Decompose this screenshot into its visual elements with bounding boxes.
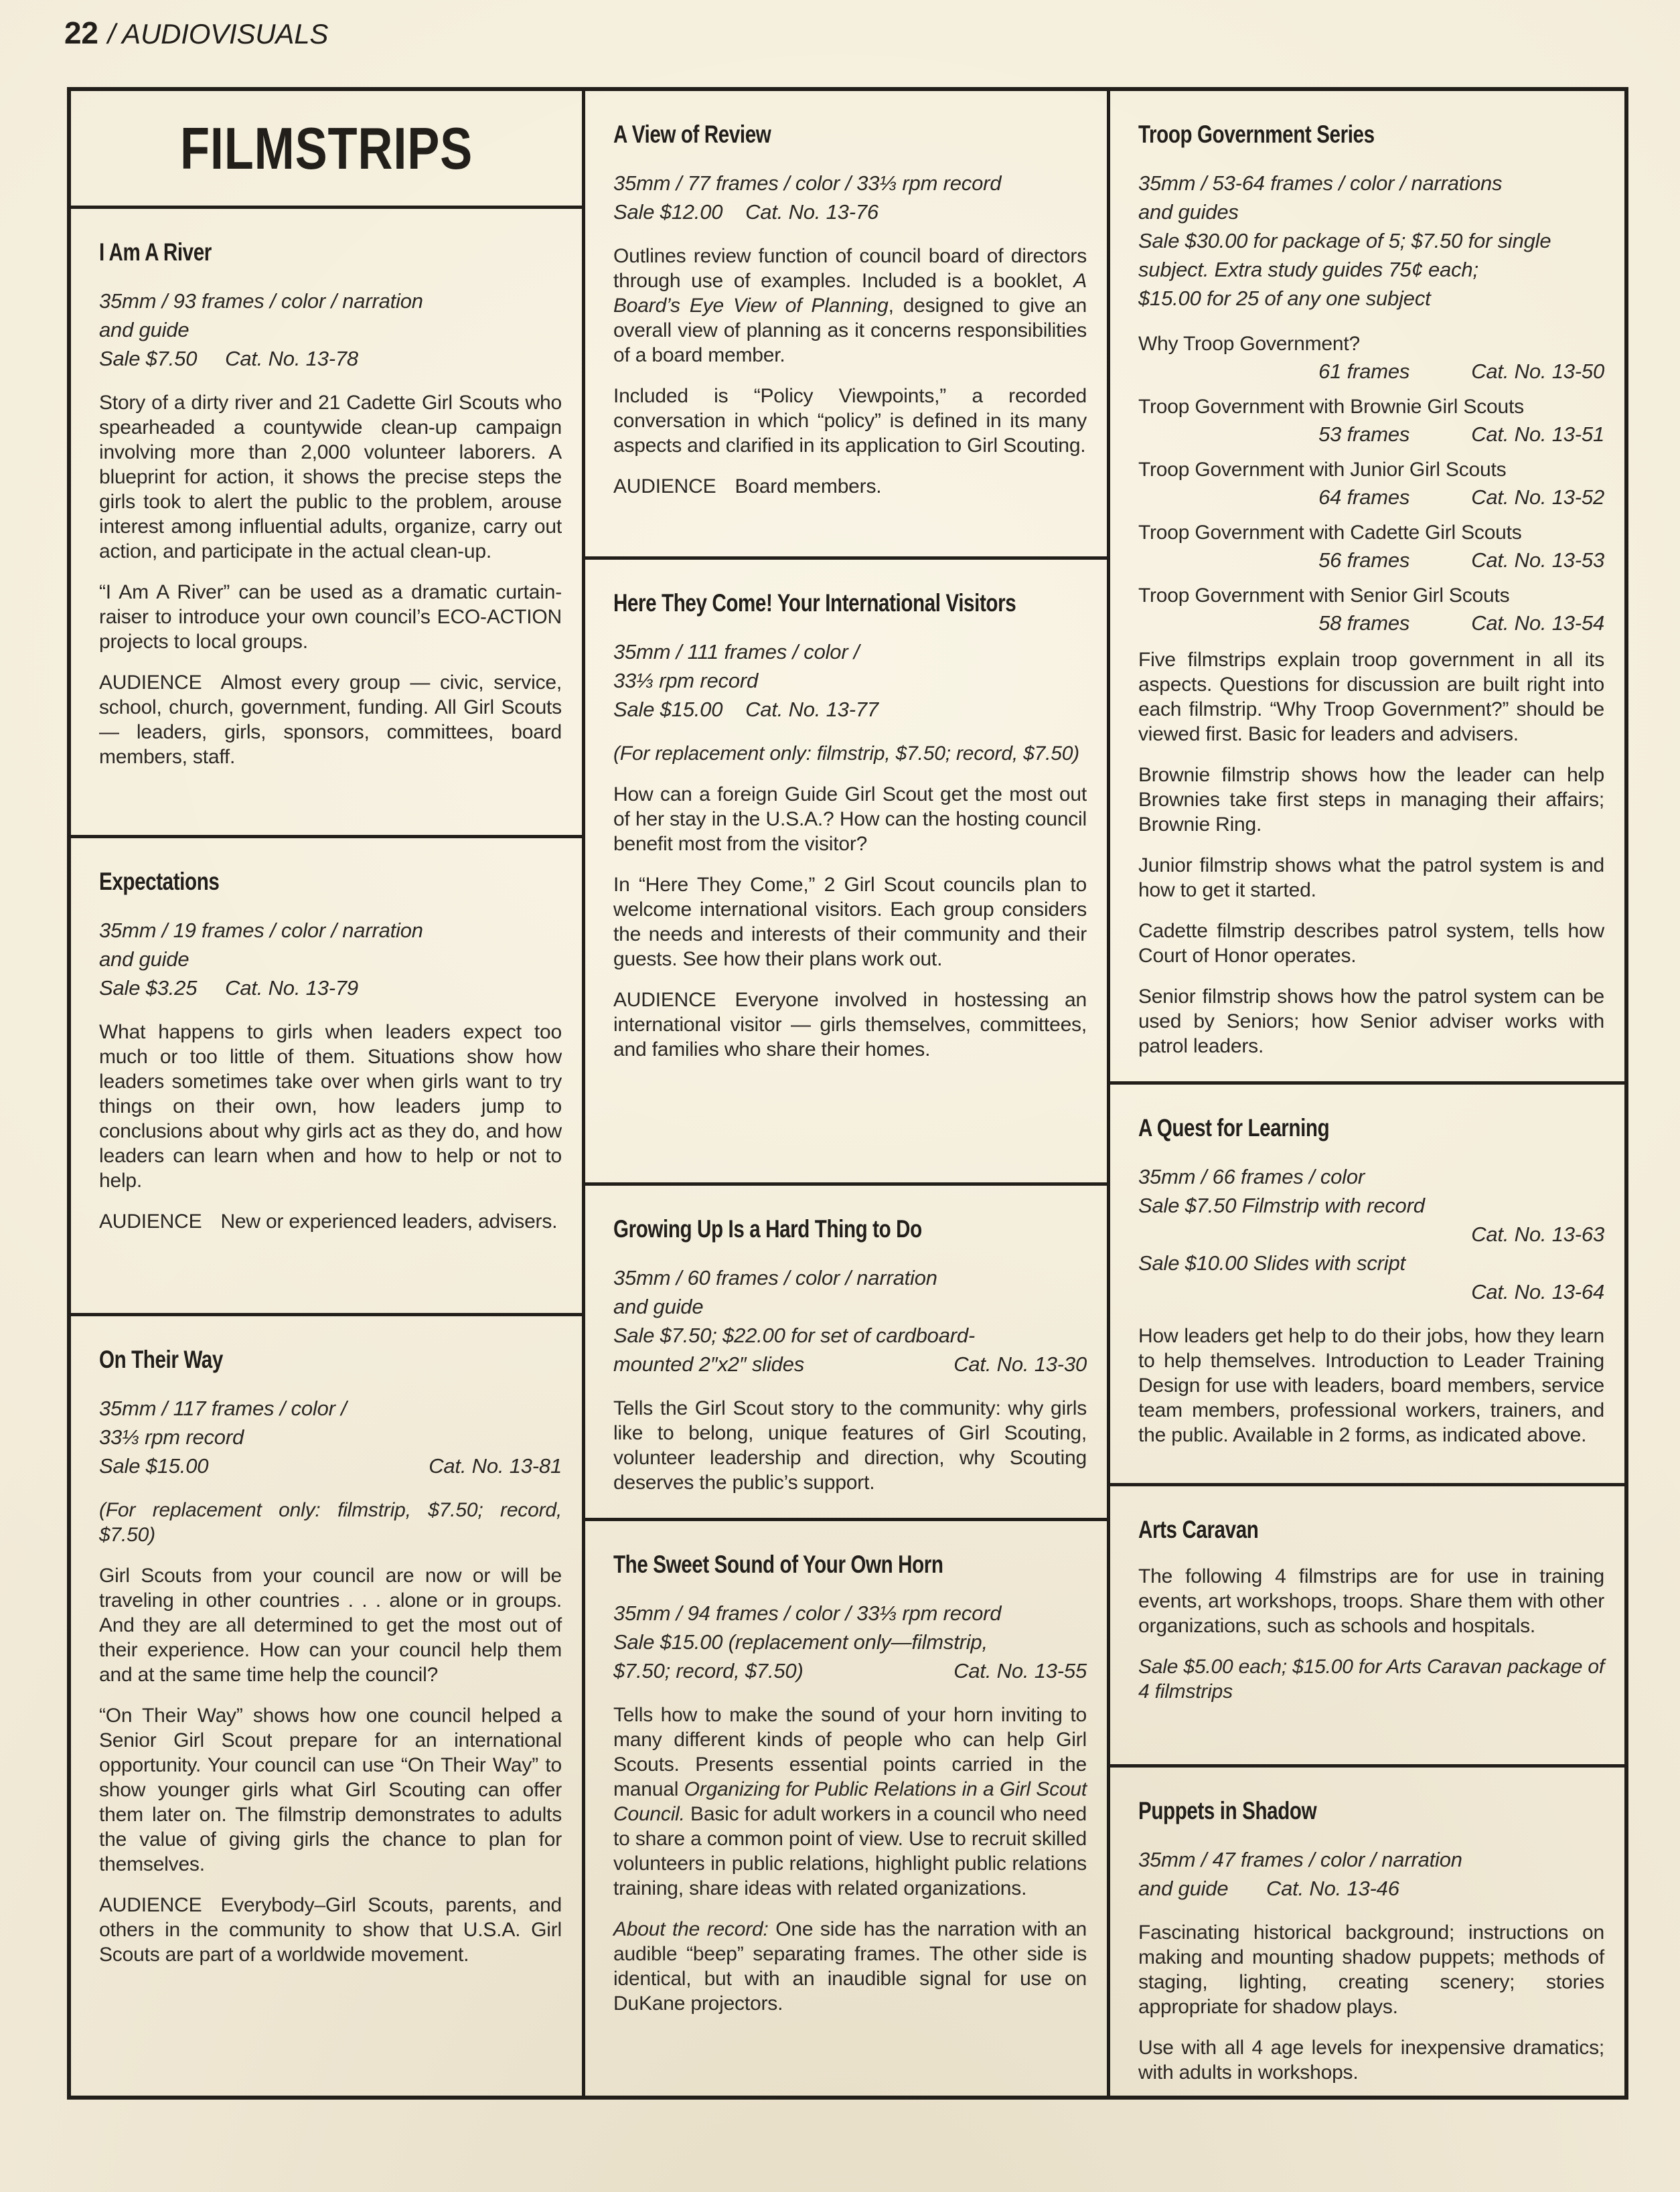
spec-text: and guide [613,1295,704,1318]
section-title: On Their Way [99,1346,223,1373]
paragraph [1138,1654,1604,1704]
text-run: New or experienced leaders, advisers. [220,1210,558,1233]
text-run: Five filmstrips explain troop government in all its aspects. Questions for discussion are built right into each filmstrip. “Why Troop Government?” should be viewed first. Basic for leaders and advisers. [1138,649,1604,745]
text-run: “On Their Way” shows how one council helped a Senior Girl Scout prepare for an international opportunity. Your council can use “On Their Way” to show younger girls what Girl Scouting can offer them later on. The filmstrip demonstrates to adults the value of giving girls the chance to plan for themselves. [99,1705,562,1875]
text-run: What happens to girls when leaders expect too much or too little of them. Situations show how leaders sometimes take over when girls want to try things on their own, how leaders jump to conclusions about why girls act as they do, and how leaders can learn when and how to help or not to help. [99,1021,562,1192]
spec-block [613,169,1087,226]
paragraph [1138,647,1604,747]
series-item-title: Troop Government with Cadette Girl Scouts [1138,522,1522,544]
spec-line [613,1599,1087,1628]
spec-block [1138,1845,1604,1903]
column-middle [585,91,1110,2096]
spec-line [99,287,562,315]
audience-label: AUDIENCE [613,989,716,1011]
section-title: Arts Caravan [1138,1516,1259,1543]
section-title: A Quest for Learning [1138,1114,1330,1142]
series-item-specs [1138,546,1604,574]
text-run: Brownie filmstrip shows how the leader can help Brownies take first steps in managing their affairs; Brownie Ring. [1138,764,1604,836]
spec-text: $7.50; record, $7.50) [613,1659,804,1682]
series-item-title: Troop Government with Brownie Girl Scouts [1138,396,1524,418]
paragraph [1138,919,1604,968]
text-run: Girl Scouts from your council are now or will be traveling in other countries . . . alone or in groups. And they are all determined to get the most out of their experience. How can your council help them and at the same time help the council? [99,1565,562,1686]
spec-line [1138,1249,1604,1277]
section-title: Puppets in Shadow [1138,1797,1317,1824]
spec-text: 35mm / 60 frames / color / narration [613,1266,937,1289]
audience-label: AUDIENCE [99,672,202,694]
catalog-section [585,560,1107,1186]
spec-line [99,916,562,945]
spec-line [1138,1845,1604,1874]
spec-line [1138,255,1604,284]
frame-count: 53 frames [1318,422,1410,446]
spec-block [613,1263,1087,1379]
spec-text: Sale $10.00 Slides with script [1138,1251,1405,1275]
spec-text: subject. Extra study guides 75¢ each; [1138,258,1478,281]
spec-block [99,916,562,1002]
paragraph [613,474,1087,499]
spec-text: and guide [99,318,189,341]
page-header [64,15,328,51]
frame-count: 61 frames [1318,360,1410,383]
paragraph [99,1893,562,1967]
spec-line [613,1263,1087,1292]
spec-line [99,315,562,344]
paragraph [1138,1920,1604,2019]
text-run: Basic for adult workers in a council who need to share a common point of view. Use to recruit skilled volunteers in public relations, highlight public relations training, share ideas with related organizations. [613,1803,1087,1899]
catalog-section [585,1186,1107,1521]
paragraph [613,244,1087,368]
text-run: Senior filmstrip shows how the patrol system can be used by Seniors; how Senior adviser works with patrol leaders. [1138,986,1604,1057]
spec-text: Sale $7.50 Filmstrip with record [1138,1194,1425,1217]
spec-text: Sale $15.00 [613,698,723,721]
series-item-specs [1138,609,1604,637]
text-run: “I Am A River” can be used as a dramatic curtain-raiser to introduce your own council’s ECO-ACTION projects to local groups. [99,581,562,653]
spec-text: and guide [1138,1877,1229,1900]
spec-text: Sale $3.25 [99,976,198,1000]
spec-line [1138,284,1604,313]
paragraph [613,988,1087,1062]
audience-label: AUDIENCE [613,475,716,497]
spec-text: 35mm / 47 frames / color / narration [1138,1848,1462,1871]
text-run: One side has the narration with an audible “beep” separating frames. The other side is identical, but with an inaudible signal for use on DuKane projectors. [613,1918,1087,2015]
series-item-title: Why Troop Government? [1138,333,1360,355]
series-list [1138,330,1604,637]
text-run: Sale $5.00 each; $15.00 for Arts Caravan package of 4 filmstrips [1138,1656,1604,1703]
text-run: , designed to give an overall view of planning as it concerns responsibilities of a board member. [613,295,1087,366]
section-title: Expectations [99,868,220,895]
spec-line [613,637,1087,666]
spec-line [99,973,562,1002]
spec-text: 35mm / 53-64 frames / color / narrations [1138,171,1503,195]
paragraph [1138,763,1604,837]
column-left [71,91,585,2096]
spec-text: Sale $12.00 [613,200,723,224]
catalog-section [1110,1486,1624,1768]
section-title: Troop Government Series [1138,121,1375,148]
spec-text: Sale $7.50; $22.00 for set of cardboard- [613,1324,976,1347]
spec-line [613,1350,1087,1379]
text-run: Tells how to make the sound of your horn inviting to many different kinds of people who can help Girl Scouts. Presents essential points carried in the manual [613,1704,1087,1800]
spec-text: mounted 2″x2″ slides [613,1352,805,1376]
paragraph [99,580,562,654]
catalog-section [71,838,582,1316]
spec-text: and guide [99,947,189,971]
section-title: A View of Review [613,121,771,148]
text-run: Junior filmstrip shows what the patrol system is and how to get it started. [1138,854,1604,901]
catalog-ruled-box [67,87,1628,2100]
catalog-section [71,209,582,838]
text-run: A Board’s Eye View of Planning [613,270,1087,317]
catalog-number: Cat. No. 13-51 [1471,422,1604,446]
paragraph [1138,1324,1604,1447]
spec-text: Sale $30.00 for package of 5; $7.50 for single [1138,229,1551,252]
catalog-number: Cat. No. 13-81 [429,1454,562,1478]
section-title: I Am A River [99,238,212,266]
spec-text: 33⅓ rpm record [99,1425,244,1449]
series-item-specs [1138,420,1604,448]
spec-block [99,287,562,373]
series-item [1138,330,1604,385]
series-item-specs [1138,358,1604,385]
catalog-number: Cat. No. 13-63 [1471,1223,1604,1246]
spec-text: 35mm / 117 frames / color / [99,1397,347,1420]
spec-line [1138,1220,1604,1249]
catalog-number: Cat. No. 13-77 [745,698,879,721]
spec-line [613,695,1087,724]
text-run: Organizing for Public Relations in a Girl Scout Council. [613,1778,1087,1825]
filmstrips-title: FILMSTRIPS [179,114,473,181]
paragraph [613,1396,1087,1495]
filmstrips-banner [71,91,582,209]
paragraph [99,1209,562,1234]
spec-text: $15.00 for 25 of any one subject [1138,287,1431,310]
paragraph [1138,1564,1604,1638]
spec-line [613,169,1087,198]
series-item [1138,519,1604,574]
catalog-section [585,1521,1107,2096]
spec-text: 33⅓ rpm record [613,669,759,692]
catalog-number: Cat. No. 13-52 [1471,485,1604,509]
series-item-title: Troop Government with Junior Girl Scouts [1138,459,1507,481]
spec-line [1138,169,1604,198]
page-section-label: / AUDIOVISUALS [107,18,329,50]
text-run: The following 4 filmstrips are for use in training events, art workshops, troops. Share them with other organizations, such as schools and hospitals. [1138,1565,1604,1637]
paragraph [1138,853,1604,903]
catalog-number: Cat. No. 13-78 [225,347,358,370]
spec-text: 35mm / 77 frames / color / 33⅓ rpm record [613,171,1002,195]
spec-block [1138,1162,1604,1306]
frame-count: 64 frames [1318,485,1410,509]
paragraph [613,741,1087,766]
text-run: Everyone involved in hostessing an international visitor — girls themselves, committees, and families who share their homes. [613,989,1087,1061]
paragraph [613,782,1087,856]
catalog-section [1110,1085,1624,1486]
text-run: Outlines review function of council board of directors through use of examples. Included is a booklet, [613,245,1087,292]
catalog-section [1110,1768,1624,2096]
paragraph [99,1563,562,1687]
spec-block [613,637,1087,724]
section-title: Here They Come! Your International Visitors [613,589,1016,617]
catalog-number: Cat. No. 13-53 [1471,548,1604,572]
spec-line [99,1423,562,1452]
paragraph [99,390,562,564]
spec-line [613,1292,1087,1321]
paragraph [613,1917,1087,2016]
spec-line [613,666,1087,695]
text-run: How can a foreign Guide Girl Scout get the most out of her stay in the U.S.A.? How can the hosting council benefit most from the visitor? [613,783,1087,855]
spec-line [1138,226,1604,255]
spec-line [1138,1874,1604,1903]
text-run: Cadette filmstrip describes patrol system, tells how Court of Honor operates. [1138,920,1604,967]
frame-count: 58 frames [1318,611,1410,635]
series-item [1138,456,1604,511]
text-run: Included is “Policy Viewpoints,” a recorded conversation in which “policy” is defined in its many aspects and clarified in its application to Girl Scouting. [613,385,1087,457]
text-run: Tells the Girl Scout story to the community: why girls like to belong, unique features of Girl Scouting, volunteer leadership and direction, why Scouting deserves the public’s support. [613,1397,1087,1494]
catalog-number: Cat. No. 13-50 [1471,360,1604,383]
spec-text: and guides [1138,200,1239,224]
paragraph [613,872,1087,971]
spec-text: Sale $7.50 [99,347,198,370]
spec-line [99,344,562,373]
catalog-section [1110,91,1624,1085]
text-run: Story of a dirty river and 21 Cadette Girl Scouts who spearheaded a countywide clean-up campaign involving more than 2,000 volunteer laborers. A blueprint for action, it shows the precise steps the girls took to alert the public to the problem, arouse interest among influential adults, organize, carry out action, and participate in the actual clean-up. [99,392,562,562]
spec-line [613,1321,1087,1350]
text-run: (For replacement only: filmstrip, $7.50; record, $7.50) [613,742,1079,765]
catalog-number: Cat. No. 13-54 [1471,611,1604,635]
catalog-section [585,91,1107,560]
series-item [1138,393,1604,448]
spec-line [99,1452,562,1480]
spec-line [99,1394,562,1423]
text-run: Board members. [735,475,882,497]
spec-block [613,1599,1087,1685]
spec-line [613,1656,1087,1685]
catalog-number: Cat. No. 13-64 [1471,1280,1604,1304]
text-run: Everybody–Girl Scouts, parents, and others in the community to show that U.S.A. Girl Scouts are part of a worldwide movement. [99,1894,562,1966]
paragraph [99,670,562,769]
paragraph [99,1498,562,1547]
text-run: Almost every group — civic, service, school, church, government, funding. All Girl Scouts — leaders, girls, sponsors, committees, board members, staff. [99,672,562,768]
text-run: How leaders get help to do their jobs, how they learn to help themselves. Introduction to Leader Training Design for use with leaders, board members, service team members, professional workers, trainers, and the public. Available in 2 forms, as indicated above. [1138,1325,1604,1446]
text-run: Fascinating historical background; instructions on making and mounting shadow puppets; methods of staging, lighting, creating scenery; stories appropriate for shadow plays. [1138,1922,1604,2018]
paragraph [613,1703,1087,1901]
catalog-number: Cat. No. 13-30 [953,1352,1087,1376]
spec-text: 35mm / 111 frames / color / [613,640,860,663]
text-run: Use with all 4 age levels for inexpensive dramatics; with adults in workshops. [1138,2037,1604,2084]
spec-text: 35mm / 94 frames / color / 33⅓ rpm record [613,1601,1002,1625]
spec-line [1138,1191,1604,1220]
spec-block [1138,169,1604,313]
catalog-number: Cat. No. 13-76 [745,200,879,224]
paragraph [99,1020,562,1193]
text-run: About the record: [613,1918,769,1940]
spec-line [613,1628,1087,1656]
paragraph [99,1703,562,1877]
spec-text: Sale $15.00 (replacement only—filmstrip, [613,1630,988,1654]
spec-line [99,945,562,973]
catalog-number: Cat. No. 13-46 [1266,1877,1399,1900]
catalog-number: Cat. No. 13-55 [953,1659,1087,1682]
spec-text: Sale $15.00 [99,1454,209,1478]
spec-line [1138,1277,1604,1306]
text-run: In “Here They Come,” 2 Girl Scout councils plan to welcome international visitors. Each group considers the needs and interests of their community and their guests. See how their plans work out. [613,874,1087,970]
paragraph [1138,2035,1604,2085]
series-item-title: Troop Government with Senior Girl Scouts [1138,584,1510,607]
frame-count: 56 frames [1318,548,1410,572]
catalog-number: Cat. No. 13-79 [225,976,358,1000]
spec-line [613,198,1087,226]
section-title: The Sweet Sound of Your Own Horn [613,1551,943,1578]
paragraph [1138,984,1604,1059]
spec-line [1138,1162,1604,1191]
audience-label: AUDIENCE [99,1210,202,1233]
audience-label: AUDIENCE [99,1894,202,1916]
spec-text: 35mm / 19 frames / color / narration [99,919,423,942]
series-item-specs [1138,483,1604,511]
section-title: Growing Up Is a Hard Thing to Do [613,1215,922,1243]
series-item [1138,582,1604,637]
spec-text: 35mm / 93 frames / color / narration [99,289,423,313]
text-run: (For replacement only: filmstrip, $7.50; record, $7.50) [99,1499,562,1546]
page-number: 22 [64,15,98,50]
spec-line [1138,198,1604,226]
column-right [1110,91,1624,2096]
paragraph [613,384,1087,458]
catalog-section [71,1316,582,2096]
spec-text: 35mm / 66 frames / color [1138,1165,1365,1188]
spec-block [99,1394,562,1480]
